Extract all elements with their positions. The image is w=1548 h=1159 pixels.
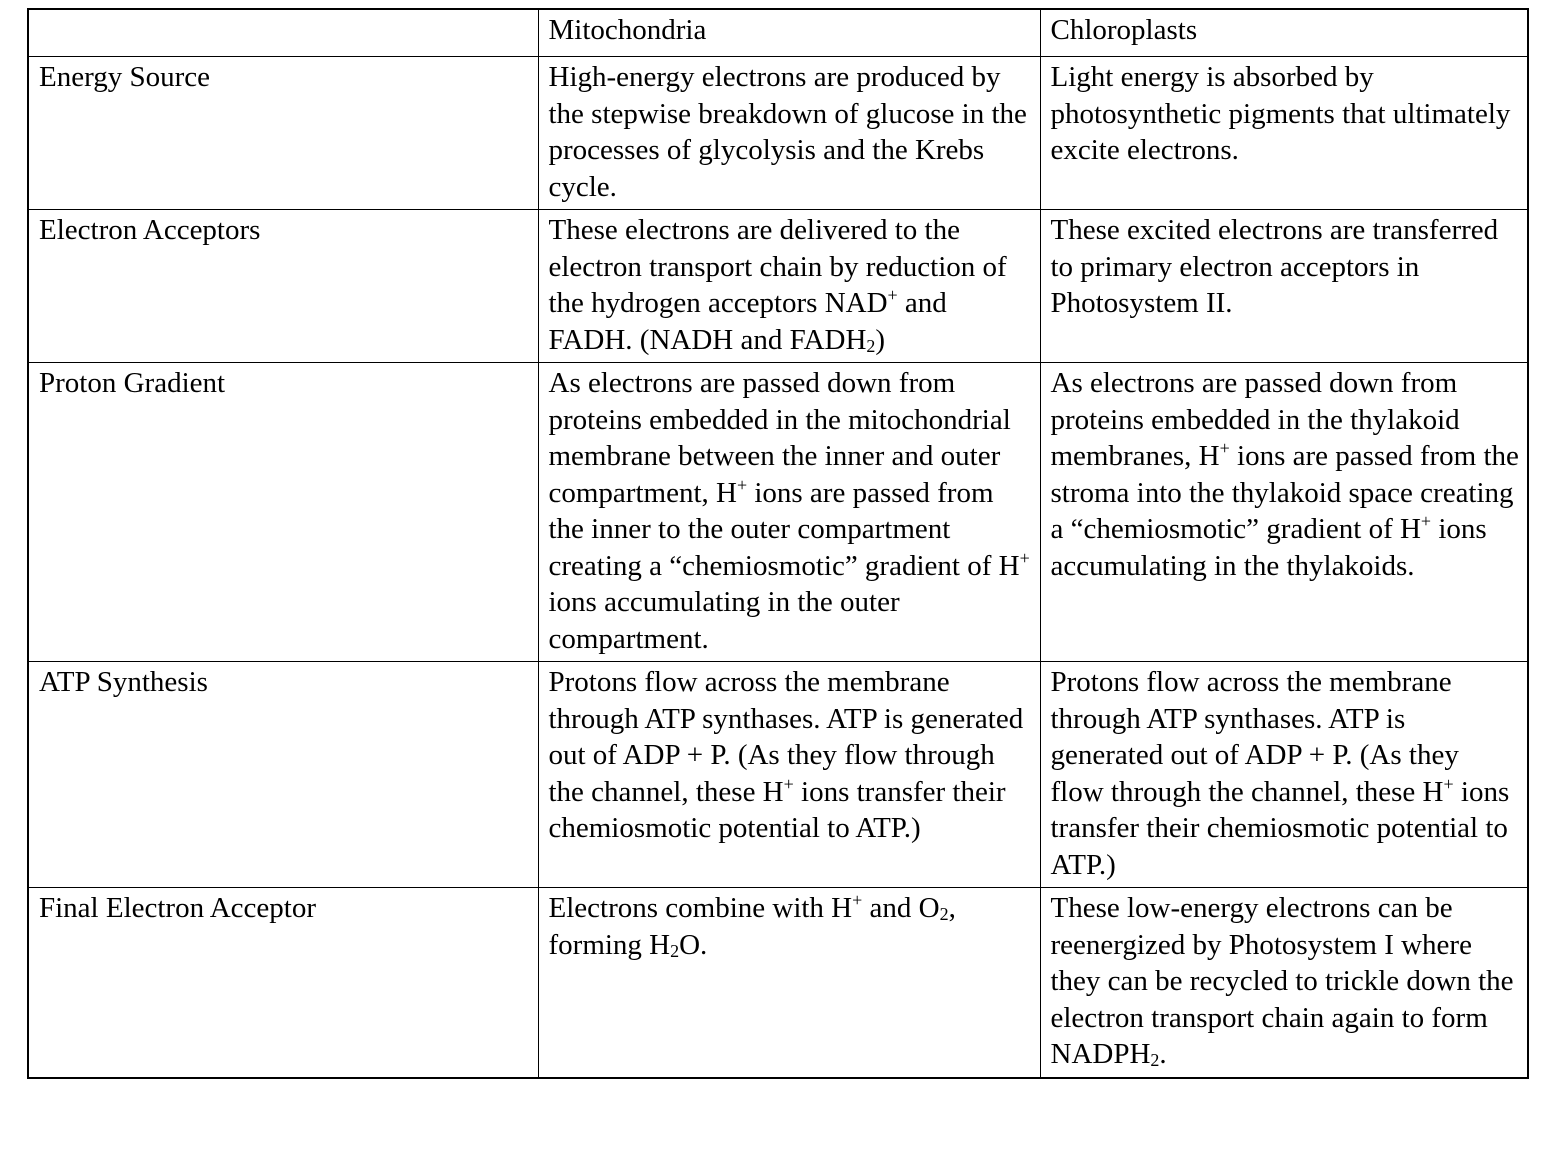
superscript-plus: + — [1219, 437, 1230, 458]
subscript-two: 2 — [939, 904, 949, 925]
table-row — [28, 57, 1528, 210]
superscript-plus: + — [783, 773, 794, 794]
text-segment: Electrons combine with H — [548, 892, 853, 924]
superscript-plus: + — [736, 474, 748, 495]
subscript-two: 2 — [866, 335, 876, 356]
cell-energy-source-mitochondria: High-energy electrons are produced by the stepwise breakdown of glucose in the processes of glycolysis and the Krebs cycle. — [538, 57, 1040, 210]
text-segment: ) — [875, 323, 886, 356]
text-segment: Protons flow across the membrane through ATP synthases. ATP is generated out of ADP + P. (As they flow through the channel, these H — [1050, 666, 1459, 808]
superscript-plus: + — [852, 889, 863, 910]
text-segment: These low-energy electrons can be reenergized by Photosystem I where they can be recycled to trickle down the electron transport chain again to form NADPH — [1050, 892, 1514, 1070]
cell-atp-synthesis-mitochondria — [538, 662, 1040, 888]
text-segment: Protons flow across the membrane through ATP synthases. ATP is generated out of ADP + P. (As they flow through the channel, these H — [548, 666, 1024, 808]
row-label-final-electron-acceptor: Final Electron Acceptor — [28, 888, 538, 1078]
text-segment: As electrons are passed down from proteins embedded in the thylakoid membranes, H — [1050, 367, 1460, 472]
header-cell-mitochondria: Mitochondria — [538, 9, 1040, 57]
cell-atp-synthesis-chloroplasts — [1040, 662, 1528, 888]
row-label-energy-source: Energy Source — [28, 57, 538, 210]
subscript-two: 2 — [1150, 1050, 1160, 1071]
cell-electron-acceptors-mitochondria — [538, 210, 1040, 363]
text-segment: ions accumulating in the outer compartment. — [548, 586, 900, 655]
cell-proton-gradient-chloroplasts — [1040, 363, 1528, 662]
table-row — [28, 363, 1528, 662]
text-segment: ions are passed from the stroma into the thylakoid space creating a “chemiosmotic” gradient of H — [1050, 440, 1519, 545]
text-segment: These electrons are delivered to the electron transport chain by reduction of the hydrogen acceptors NAD — [548, 214, 1007, 319]
row-label-proton-gradient: Proton Gradient — [28, 363, 538, 662]
row-label-electron-acceptors: Electron Acceptors — [28, 210, 538, 363]
text-segment: ions transfer their chemiosmotic potential to ATP.) — [1050, 775, 1510, 881]
table-row — [28, 662, 1528, 888]
text-segment: ions are passed from the inner to the outer compartment creating a “chemiosmotic” gradient of H — [548, 476, 1020, 582]
superscript-plus: + — [1443, 773, 1454, 794]
table-body — [28, 57, 1528, 1078]
text-segment: As electrons are passed down from proteins embedded in the mitochondrial membrane between the inner and outer compartment, H — [548, 367, 1011, 509]
text-segment: , forming H — [548, 892, 956, 961]
text-segment: and FADH. (NADH and FADH — [548, 287, 947, 356]
superscript-plus: + — [1420, 510, 1432, 531]
cell-final-electron-acceptor-mitochondria — [538, 888, 1040, 1078]
cell-electron-acceptors-chloroplasts: These excited electrons are transferred to primary electron acceptors in Photosystem II. — [1040, 210, 1528, 363]
text-segment: ions transfer their chemiosmotic potential to ATP.) — [548, 775, 1006, 844]
text-segment: ions accumulating in the thylakoids. — [1050, 513, 1487, 582]
text-segment: and O — [862, 892, 940, 924]
mitochondria-chloroplasts-comparison-table — [27, 8, 1529, 1079]
cell-final-electron-acceptor-chloroplasts — [1040, 888, 1528, 1078]
text-segment: . — [1159, 1038, 1167, 1070]
cell-proton-gradient-mitochondria — [538, 363, 1040, 662]
superscript-plus: + — [887, 284, 898, 305]
superscript-plus: + — [1019, 547, 1030, 568]
row-label-atp-synthesis: ATP Synthesis — [28, 662, 538, 888]
table-row — [28, 888, 1528, 1078]
cell-energy-source-chloroplasts: Light energy is absorbed by photosynthetic pigments that ultimately excite electrons. — [1040, 57, 1528, 210]
header-row — [28, 9, 1528, 57]
table-row — [28, 210, 1528, 363]
table-header — [28, 9, 1528, 57]
text-segment: O. — [679, 928, 708, 961]
header-cell-chloroplasts: Chloroplasts — [1040, 9, 1528, 57]
header-cell-blank — [28, 9, 538, 57]
subscript-two: 2 — [670, 940, 680, 961]
